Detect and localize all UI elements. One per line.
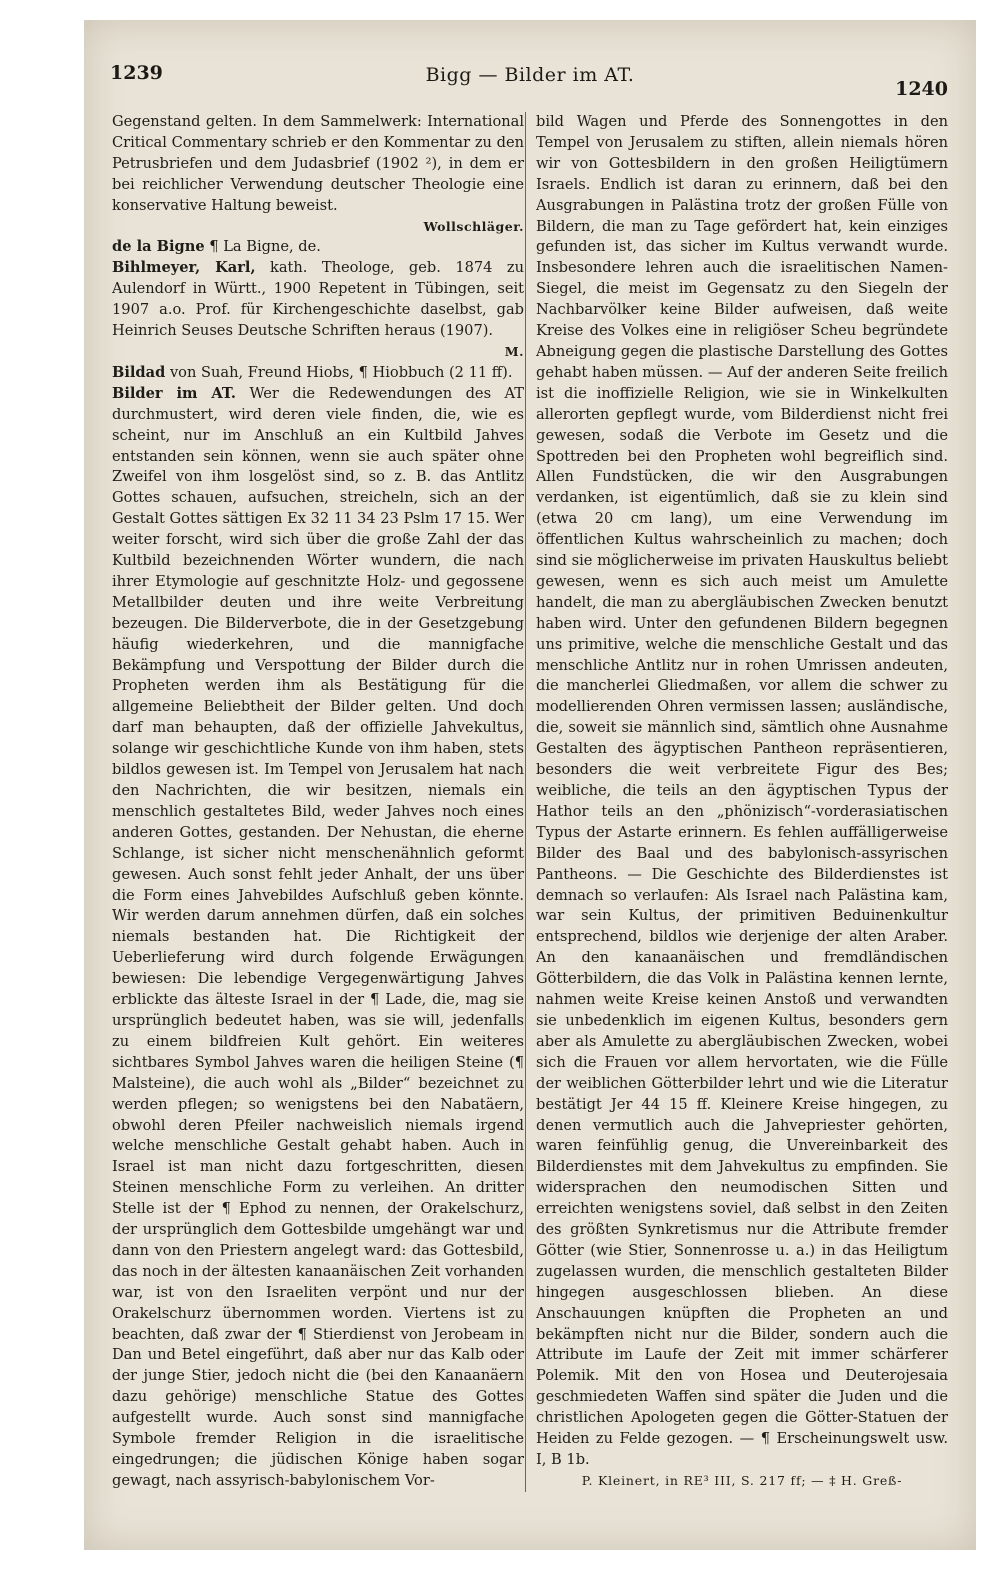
entry-bigg-end [112,112,524,217]
book-page [84,20,976,1550]
entry-text: kath. Theologe, geb. 1874 zu Aulendorf in Württ., 1900 Repetent in Tübingen, seit 1907 a.o. Prof. für Kirchengeschichte daselbst, gab Heinrich Seuses Deutsche Schriften heraus (1907). [112,259,524,340]
entry-headword: Bilder im AT. [112,384,236,402]
author-signature: M. [504,343,524,359]
entry-text: von Suah, Freund Hiobs, ¶ Hiobbuch (2 11 ff). [169,363,513,381]
entry-headword: Bildad [112,363,166,381]
entry-bildad [112,363,524,384]
author-signature: P. Kleinert, in RE³ III, S. 217 ff; — ‡ H. Greß- [581,1472,903,1488]
paragraph-text: bild Wagen und Pferde des Sonnengottes in den Tempel von Jerusalem zu stiften, allein niemals hören wir von Gottesbildern in den großen Heiligtümern Israels. Endlich ist daran zu erinnern, daß bei den Ausgrabungen in Palästina trotz der großen Fülle von Bildern, die man zu Tage gefördert hat, kein einziges gefunden ist, das sicher im Kultus verwandt wurde. Insbesondere lehren auch die israelitischen Namen-Siegel, die meist im Gegensatz zu den Siegeln der Nachbarvölker keine Bilder aufweisen, daß weite Kreise des Volkes eine in religiöser Scheu begründete Abneigung gegen die plastische Darstellung des Gottes gehabt haben müssen. — Auf der anderen Seite freilich ist die inoffizielle Religion, wie sie in Winkelkulten allerorten gepflegt wurde, vom Bilderdienst nicht frei gewesen, sodaß die Verbote im Gesetz und die Spottreden bei den Propheten wohl begreiflich sind. Allen Fundstücken, die wir den Ausgrabungen verdanken, ist eigentümlich, daß sie zu klein sind (etwa 20 cm lang), um eine Verwendung im öffentlichen Kultus wahrscheinlich zu machen; doch sind sie möglicherweise im privaten Hauskultus beliebt gewesen, wenn es sich auch meist um Amulette handelt, die man zu abergläubischen Zwecken benutzt haben wird. Unter den gefundenen Bildern begegnen uns primitive, welche die menschliche Gestalt und das menschliche Antlitz nur in rohen Umrissen andeuten, die mancherlei Gliedmaßen, vor allem die schwer zu modellierenden Ohren vermissen lassen; ausländische, die, soweit sie männlich sind, sämtlich ohne Ausnahme Gestalten des ägyptischen Pantheon repräsentieren, besonders die weit verbreitete Figur des Bes; weibliche, die teils an den ägyptischen Typus der Hathor teils an den „phönizisch“-vorderasiatischen Typus der Astarte erinnern. Es fehlen auffälligerweise Bilder des Baal und des babylonisch-assyrischen Pantheons. — Die Geschichte des Bilderdienstes ist demnach so verlaufen: Als Israel nach Palästina kam, war sein Kultus, der primitiven Beduinenkultur entsprechend, bildlos wie derjenige der alten Araber. An den kanaanäischen und fremdländischen Götterbildern, die das Volk in Palästina kennen lernte, nahmen weite Kreise keinen Anstoß und verwandten sie unbedenklich im eigenen Kultus, besonders gern aber als Amulette zu abergläubischen Zwecken, wobei sich die Frauen vor allem hervortaten, wie die Fülle der weiblichen Götterbilder lehrt und wie die Literatur bestätigt Jer 44 15 ff. Kleinere Kreise hingegen, zu denen vermutlich auch die Jahvepriester gehörten, waren feinfühlig genug, die Unvereinbarkeit des Bilderdienstes mit dem Jahvekultus zu empfinden. Sie widersprachen den neumodischen Sitten und erreichten wenigstens soviel, daß selbst in den Zeiten des größten Synkretismus nur die Attribute fremder Götter (wie Stier, Sonnenrosse u. a.) in das Heiligtum zugelassen wurden, die menschlich gestalteten Bilder hingegen ausgeschlossen blieben. An diese Anschauungen knüpften die Propheten an und bekämpften nicht nur die Bilder, sondern auch die Attribute im Laufe der Zeit mit immer schärferer Polemik. Mit den von Hosea und Deuterojesaia geschmiedeten Waffen sind später die Juden und die christlichen Apologeten gegen die Götter-Statuen der Heiden zu Felde gezogen. — ¶ Erscheinungswelt usw. I, B 1b. [536,113,948,1468]
running-head [84,54,976,100]
left-column [112,112,524,1522]
page-number-left: 1239 [110,62,163,84]
entry-de-la-bigne [112,237,524,258]
entry-bihlmeyer [112,258,524,342]
author-signature: Wollschläger. [423,218,524,234]
page-number-right: 1240 [895,78,948,100]
entry-text: ¶ La Bigne, de. [209,238,321,256]
entry-text: Wer die Redewendungen des AT durchmustert, wird deren viele finden, die, wie es scheint, nur im Anschluß an ein Kultbild Jahves entstanden sein können, wenn sie auch später ohne Zweifel von ihm losgelöst sind, so z. B. das Antlitz Gottes schauen, aufsuchen, streicheln, sich an der Gestalt Gottes sättigen Ex 32 11 34 23 Pslm 17 15. Wer weiter forscht, wird sich über die große Zahl der das Kultbild bezeichnenden Wörter wundern, die nach ihrer Etymologie auf geschnitzte Holz- und gegossene Metallbilder deuten und ihre weite Verbreitung bezeugen. Die Bilderverbote, die in der Gesetzgebung häufig wiederkehren, und die mannigfache Bekämpfung und Verspottung der Bilder durch die Propheten werden ihm als Bestätigung für die allgemeine Beliebtheit der Bilder gelten. Und doch darf man behaupten, daß der offizielle Jahvekultus, solange wir geschichtliche Kunde von ihm haben, stets bildlos gewesen ist. Im Tempel von Jerusalem hat nach den Nachrichten, die wir besitzen, niemals ein menschlich gestaltetes Bild, weder Jahves noch eines anderen Gottes, gestanden. Der Nehustan, die eherne Schlange, ist sicher nicht menschenähnlich geformt gewesen. Auch sonst fehlt jeder Anhalt, der uns über die Form eines Jahvebildes Aufschluß geben könnte. Wir werden darum annehmen dürfen, daß ein solches niemals bestanden hat. Die Richtigkeit der Ueberlieferung wird durch folgende Erwägungen bewiesen: Die lebendige Vergegenwärtigung Jahves erblickte das älteste Israel in der ¶ Lade, die, mag sie ursprünglich bedeutet haben, was sie will, jedenfalls zu einem bildfreien Kult gehört. Ein weiteres sichtbares Symbol Jahves waren die heiligen Steine (¶ Malsteine), die auch wohl als „Bilder“ bezeichnet zu werden pflegen; so wenigstens bei den Nabatäern, obwohl deren Pfeiler nachweislich niemals irgend welche menschliche Gestalt gehabt haben. Auch in Israel ist man nicht dazu fortgeschritten, diesen Steinen menschliche Form zu verleihen. An dritter Stelle ist der ¶ Ephod zu nennen, der Orakelschurz, der ursprünglich dem Gottesbilde umgehängt war und dann von den Priestern angelegt ward: das Gottesbild, das noch in der ältesten kanaanäischen Zeit vorhanden war, ist von den Israeliten verpönt und nur der Orakelschurz übernommen worden. Viertens ist zu beachten, daß zwar der ¶ Stierdienst von Jerobeam in Dan und Betel eingeführt, daß aber nur das Kalb oder der junge Stier, jedoch nicht die (bei den Kanaanäern dazu gehörige) menschliche Statue des Gottes aufgestellt wurde. Auch sonst sind mannigfache Symbole fremder Religion in die israelitische eingedrungen; die jüdischen Könige haben sogar gewagt, nach assyrisch-babylonischem Vor- [112,384,524,1489]
paragraph-text: Gegenstand gelten. In dem Sammelwerk: International Critical Commentary schrieb er den Kommentar zu den Petrusbriefen und dem Judasbrief (1902 ²), in dem er bei reichlicher Verwendung deutscher Theologie eine konservative Haltung beweist. [112,113,524,214]
entry-headword: de la Bigne [112,238,205,256]
entry-headword: Bihlmeyer, Karl, [112,259,256,277]
entry-bilder-im-at-continued [536,112,948,1471]
running-title: Bigg — Bilder im AT. [425,64,635,86]
right-column [536,112,948,1522]
column-divider [525,112,526,1492]
entry-bilder-im-at [112,384,524,1492]
